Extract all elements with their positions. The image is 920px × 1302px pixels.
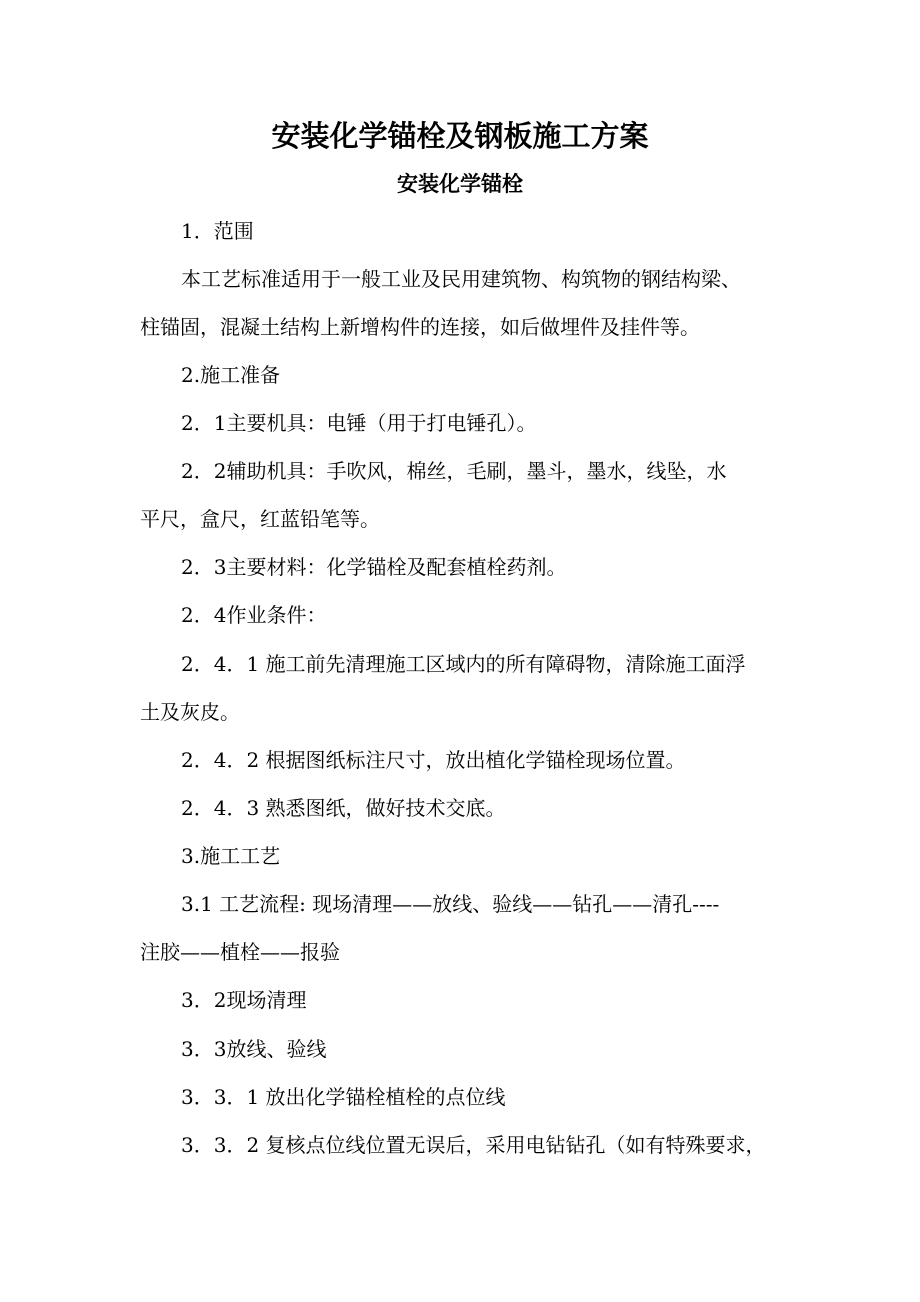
paragraph-line: 2．4．1 施工前先清理施工区域内的所有障碍物，清除施工面浮 bbox=[181, 652, 746, 676]
paragraph-line: 2.施工准备 bbox=[181, 363, 281, 387]
paragraph-line: 2．3主要材料：化学锚栓及配套植栓药剂。 bbox=[181, 555, 567, 579]
paragraph-line: 2．1主要机具：电锤（用于打电锤孔）。 bbox=[181, 411, 537, 435]
paragraph-line: 土及灰皮。 bbox=[140, 700, 240, 724]
paragraph-line: 注胶——植栓——报验 bbox=[140, 940, 340, 964]
paragraph-line: 3．3．2 复核点位线位置无误后，采用电钻钻孔（如有特殊要求， bbox=[181, 1133, 766, 1157]
paragraph-line: 3.施工工艺 bbox=[181, 844, 281, 868]
paragraph-line: 本工艺标准适用于一般工业及民用建筑物、构筑物的钢结构梁、 bbox=[181, 267, 741, 291]
paragraph-line: 3．3放线、验线 bbox=[181, 1037, 327, 1061]
paragraph-line: 1．范围 bbox=[181, 219, 254, 243]
paragraph-line: 2．4作业条件： bbox=[181, 603, 327, 627]
paragraph-line: 2．4．2 根据图纸标注尺寸，放出植化学锚栓现场位置。 bbox=[181, 748, 686, 772]
document-title: 安装化学锚栓及钢板施工方案 bbox=[271, 119, 649, 153]
paragraph-line: 2．2辅助机具：手吹风，棉丝，毛刷，墨斗，墨水，线坠，水 bbox=[181, 459, 727, 483]
paragraph-line: 3．3．1 放出化学锚栓植栓的点位线 bbox=[181, 1085, 506, 1109]
paragraph-line: 柱锚固，混凝土结构上新增构件的连接，如后做埋件及挂件等。 bbox=[140, 315, 700, 339]
paragraph-line: 3.1 工艺流程: 现场清理——放线、验线——钻孔——清孔---- bbox=[181, 892, 720, 916]
section-subtitle: 安装化学锚栓 bbox=[397, 171, 523, 196]
paragraph-line: 2．4．3 熟悉图纸，做好技术交底。 bbox=[181, 796, 506, 820]
paragraph-line: 3．2现场清理 bbox=[181, 988, 307, 1012]
paragraph-line: 平尺，盒尺，红蓝铅笔等。 bbox=[140, 507, 380, 531]
